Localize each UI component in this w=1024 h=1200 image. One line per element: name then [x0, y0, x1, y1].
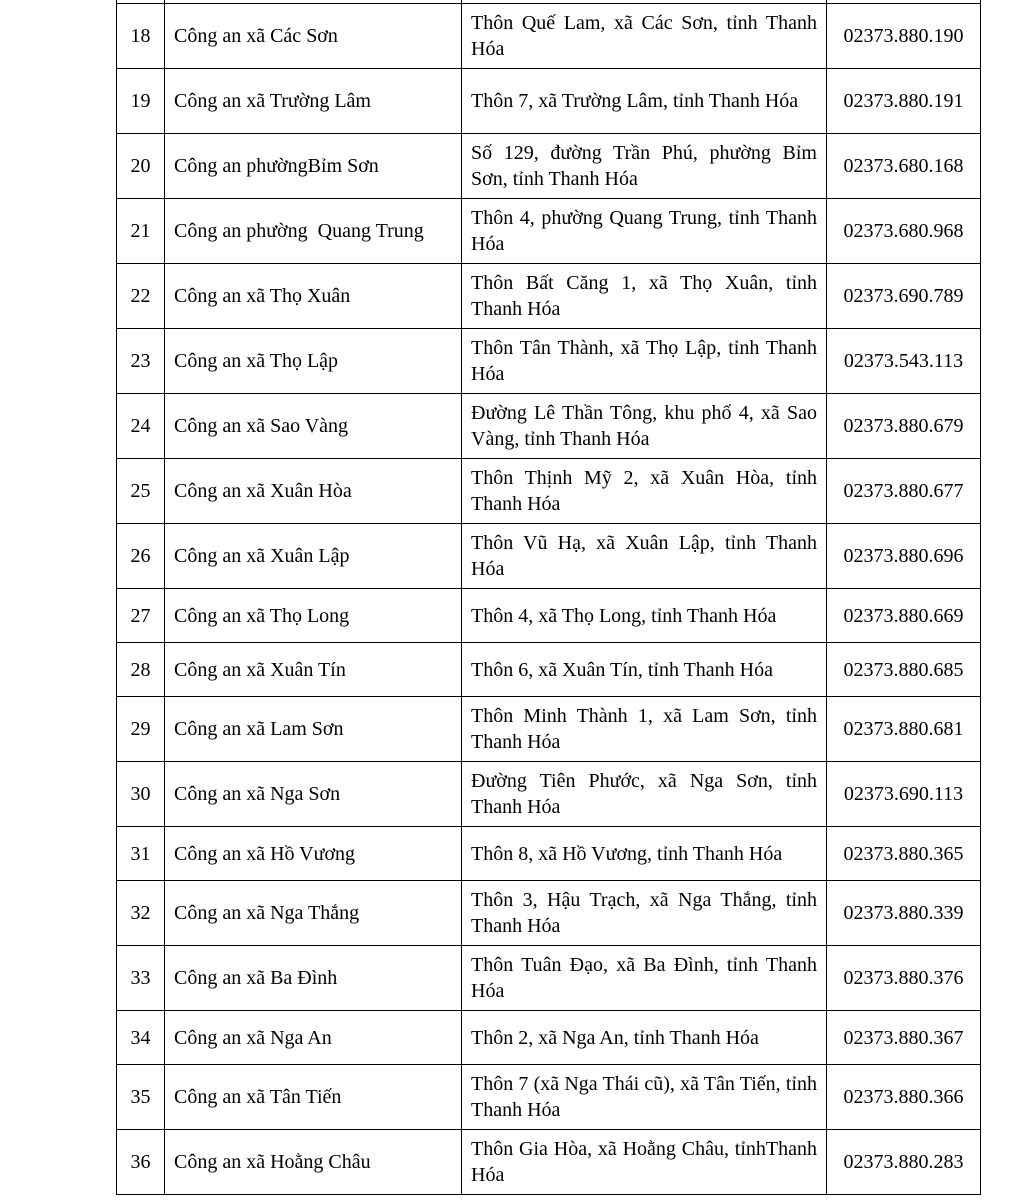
station-phone: 02373.880.376	[827, 946, 981, 1011]
station-name: Công an xã Lam Sơn	[165, 697, 462, 762]
row-number: 28	[117, 643, 165, 697]
station-phone: 02373.880.367	[827, 1011, 981, 1065]
station-address: Thôn 4, xã Thọ Long, tỉnh Thanh Hóa	[462, 589, 827, 643]
station-address: Thôn 8, xã Hồ Vương, tỉnh Thanh Hóa	[462, 827, 827, 881]
row-number: 32	[117, 881, 165, 946]
row-number: 30	[117, 762, 165, 827]
table-row	[117, 394, 981, 459]
station-phone: 02373.680.168	[827, 134, 981, 199]
table-row	[117, 4, 981, 69]
station-address: Thôn 6, xã Xuân Tín, tỉnh Thanh Hóa	[462, 643, 827, 697]
station-phone: 02373.880.191	[827, 69, 981, 134]
row-number: 35	[117, 1065, 165, 1130]
row-number: 36	[117, 1130, 165, 1195]
row-number: 19	[117, 69, 165, 134]
row-number: 20	[117, 134, 165, 199]
station-phone: 02373.880.679	[827, 394, 981, 459]
row-number: 27	[117, 589, 165, 643]
station-phone: 02373.880.190	[827, 4, 981, 69]
row-number: 22	[117, 264, 165, 329]
station-address: Thôn Tuân Đạo, xã Ba Đình, tỉnh Thanh Hóa	[462, 946, 827, 1011]
row-number: 18	[117, 4, 165, 69]
station-phone: 02373.880.681	[827, 697, 981, 762]
row-number: 21	[117, 199, 165, 264]
station-name: Công an xã Nga Sơn	[165, 762, 462, 827]
row-number: 34	[117, 1011, 165, 1065]
station-address: Đường Lê Thần Tông, khu phố 4, xã Sao Vàng, tỉnh Thanh Hóa	[462, 394, 827, 459]
table-row	[117, 264, 981, 329]
station-name: Công an xã Các Sơn	[165, 4, 462, 69]
table-row	[117, 199, 981, 264]
police-directory-table	[116, 0, 981, 1195]
station-name: Công an xã Thọ Xuân	[165, 264, 462, 329]
station-name: Công an xã Ba Đình	[165, 946, 462, 1011]
station-name: Công an phườngBỉm Sơn	[165, 134, 462, 199]
table-row	[117, 1130, 981, 1195]
station-phone: 02373.880.669	[827, 589, 981, 643]
station-name: Công an xã Thọ Long	[165, 589, 462, 643]
station-address: Thôn Vũ Hạ, xã Xuân Lập, tỉnh Thanh Hóa	[462, 524, 827, 589]
row-number: 25	[117, 459, 165, 524]
station-phone: 02373.880.366	[827, 1065, 981, 1130]
table-row	[117, 69, 981, 134]
station-address: Thôn Minh Thành 1, xã Lam Sơn, tỉnh Thanh Hóa	[462, 697, 827, 762]
station-name: Công an xã Trường Lâm	[165, 69, 462, 134]
table-row	[117, 827, 981, 881]
station-name: Công an xã Thọ Lập	[165, 329, 462, 394]
station-address: Số 129, đường Trần Phú, phường Bỉm Sơn, tỉnh Thanh Hóa	[462, 134, 827, 199]
table-row	[117, 329, 981, 394]
row-number: 26	[117, 524, 165, 589]
station-phone: 02373.543.113	[827, 329, 981, 394]
table-row	[117, 643, 981, 697]
table-row	[117, 134, 981, 199]
table-row	[117, 1065, 981, 1130]
station-name: Công an xã Hoằng Châu	[165, 1130, 462, 1195]
station-name: Công an xã Hồ Vương	[165, 827, 462, 881]
station-name: Công an xã Nga Thắng	[165, 881, 462, 946]
table-row	[117, 589, 981, 643]
station-name: Công an xã Xuân Tín	[165, 643, 462, 697]
station-address: Thôn 3, Hậu Trạch, xã Nga Thắng, tỉnh Thanh Hóa	[462, 881, 827, 946]
station-name: Công an xã Nga An	[165, 1011, 462, 1065]
station-address: Thôn 7, xã Trường Lâm, tỉnh Thanh Hóa	[462, 69, 827, 134]
table-row	[117, 762, 981, 827]
station-address: Thôn 4, phường Quang Trung, tỉnh Thanh Hóa	[462, 199, 827, 264]
station-phone: 02373.880.365	[827, 827, 981, 881]
station-address: Thôn Tân Thành, xã Thọ Lập, tỉnh Thanh Hóa	[462, 329, 827, 394]
row-number: 31	[117, 827, 165, 881]
station-address: Thôn Bất Căng 1, xã Thọ Xuân, tỉnh Thanh Hóa	[462, 264, 827, 329]
station-address: Thôn Quế Lam, xã Các Sơn, tỉnh Thanh Hóa	[462, 4, 827, 69]
station-address: Đường Tiên Phước, xã Nga Sơn, tỉnh Thanh Hóa	[462, 762, 827, 827]
row-number: 23	[117, 329, 165, 394]
station-name: Công an xã Sao Vàng	[165, 394, 462, 459]
station-address: Thôn Gia Hòa, xã Hoằng Châu, tỉnhThanh Hóa	[462, 1130, 827, 1195]
station-address: Thôn 7 (xã Nga Thái cũ), xã Tân Tiến, tỉnh Thanh Hóa	[462, 1065, 827, 1130]
station-phone: 02373.880.339	[827, 881, 981, 946]
table-row	[117, 946, 981, 1011]
station-phone: 02373.690.113	[827, 762, 981, 827]
station-name: Công an xã Tân Tiến	[165, 1065, 462, 1130]
station-name: Công an phường Quang Trung	[165, 199, 462, 264]
station-phone: 02373.880.283	[827, 1130, 981, 1195]
table-row	[117, 459, 981, 524]
station-name: Công an xã Xuân Hòa	[165, 459, 462, 524]
table-row	[117, 524, 981, 589]
table-row	[117, 881, 981, 946]
table-row	[117, 1011, 981, 1065]
station-phone: 02373.880.685	[827, 643, 981, 697]
station-name: Công an xã Xuân Lập	[165, 524, 462, 589]
table-row	[117, 697, 981, 762]
station-phone: 02373.880.677	[827, 459, 981, 524]
station-phone: 02373.680.968	[827, 199, 981, 264]
row-number: 29	[117, 697, 165, 762]
station-phone: 02373.880.696	[827, 524, 981, 589]
row-number: 24	[117, 394, 165, 459]
station-address: Thôn 2, xã Nga An, tỉnh Thanh Hóa	[462, 1011, 827, 1065]
station-phone: 02373.690.789	[827, 264, 981, 329]
station-address: Thôn Thịnh Mỹ 2, xã Xuân Hòa, tỉnh Thanh Hóa	[462, 459, 827, 524]
row-number: 33	[117, 946, 165, 1011]
